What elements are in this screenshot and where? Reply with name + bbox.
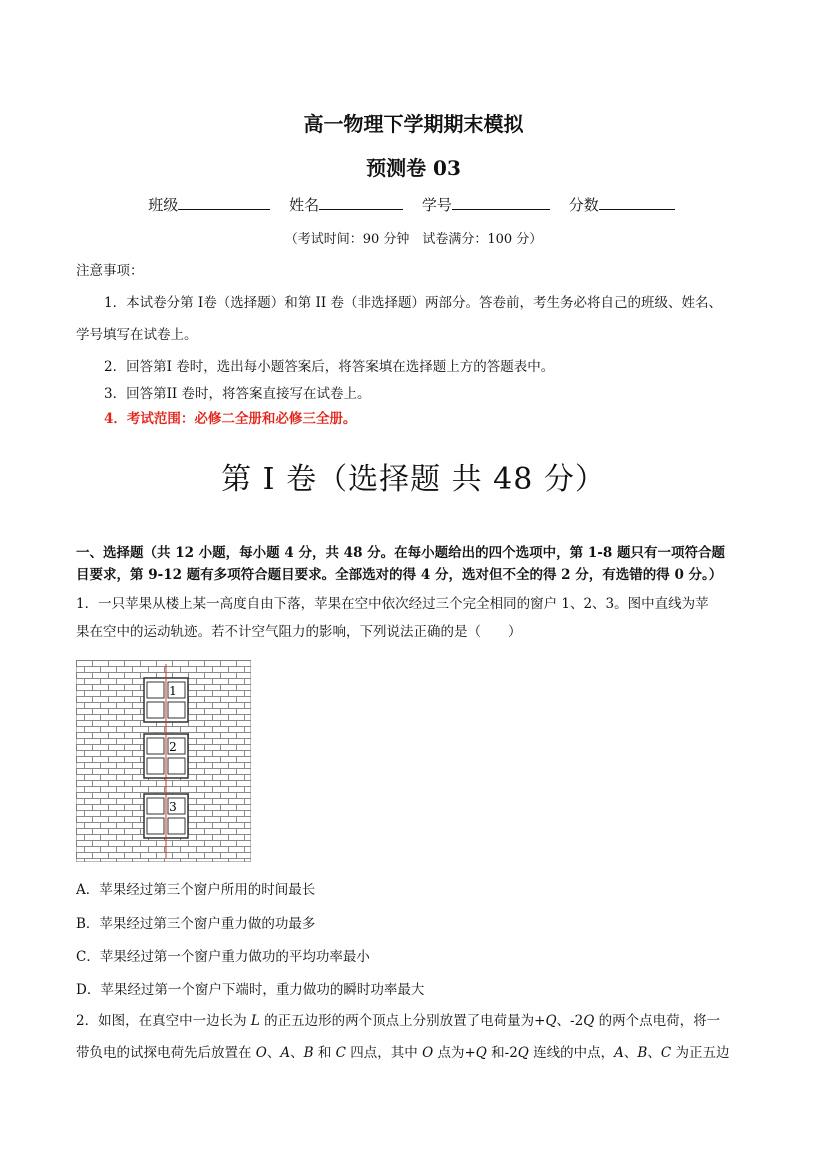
q1-stem-line1: 1．一只苹果从楼上某一高度自由下落，苹果在空中依次经过三个完全相同的窗户 1、2、3。图中直线为苹: [76, 596, 709, 612]
field-score-blank[interactable]: [599, 195, 675, 210]
notes-heading: 注意事项：: [76, 263, 144, 279]
q1-option-a: A．苹果经过第三个窗户所用的时间最长: [76, 882, 316, 898]
window-label-1: 1: [169, 684, 177, 698]
q1-stem-line2: 果在空中的运动轨迹。若不计空气阻力的影响，下列说法正确的是（ ）: [76, 624, 522, 640]
note-item-4: 4．考试范围：必修二全册和必修三全册。: [104, 411, 357, 427]
q1-option-b: B．苹果经过第三个窗户重力做的功最多: [76, 916, 316, 932]
note-item-3: 3．回答第II 卷时，将答案直接写在试卷上。: [104, 386, 371, 402]
note-item-1b: 学号填写在试卷上。: [76, 327, 198, 343]
note-item-1a: 1．本试卷分第 I卷（选择题）和第 II 卷（非选择题）两部分。答卷前，考生务必将自己的班级、姓名、: [104, 295, 722, 311]
q1-option-d: D．苹果经过第一个窗户下端时，重力做功的瞬时功率最大: [76, 982, 425, 998]
brick-wall-figure: [76, 660, 251, 862]
exam-info: （考试时间：90 分钟 试卷满分：100 分）: [284, 232, 543, 247]
field-class-blank[interactable]: [178, 195, 270, 210]
q2-stem-line1: 2．如图，在真空中一边长为 L 的正五边形的两个顶点上分别放置了电荷量为+Q、-2Q 的两个点电荷，将一: [76, 1013, 721, 1029]
field-id-blank[interactable]: [452, 195, 550, 210]
field-id-label: 学号: [421, 196, 452, 214]
volume-title: 第 I 卷（选择题 共 48 分）: [221, 462, 606, 497]
field-name-label: 姓名: [289, 196, 320, 214]
note-item-2: 2．回答第I 卷时，选出每小题答案后，将答案填在选择题上方的答题表中。: [104, 359, 555, 375]
field-class-label: 班级: [148, 196, 179, 214]
section-header-line2: 目要求，第 9-12 题有多项符合题目要求。全部选对的得 4 分，选对但不全的得 2 分，有选错的得 0 分。）: [76, 567, 723, 583]
student-info-row: [0, 194, 827, 215]
page-title: 高一物理下学期期末模拟: [303, 112, 524, 136]
window-label-3: 3: [169, 800, 177, 814]
q2-stem-line2: 带负电的试探电荷先后放置在 O、A、B 和 C 四点，其中 O 点为+Q 和-2Q 连线的中点，A、B、C 为正五边: [76, 1045, 730, 1061]
field-name-blank[interactable]: [319, 195, 403, 210]
window-label-2: 2: [169, 740, 177, 754]
q1-option-c: C．苹果经过第一个窗户重力做功的平均功率最小: [76, 949, 370, 965]
page-subtitle: 预测卷 03: [366, 156, 461, 180]
section-header-line1: 一、选择题（共 12 小题，每小题 4 分，共 48 分。在每小题给出的四个选项中，第 1-8 题只有一项符合题: [76, 545, 725, 561]
field-score-label: 分数: [568, 196, 599, 214]
